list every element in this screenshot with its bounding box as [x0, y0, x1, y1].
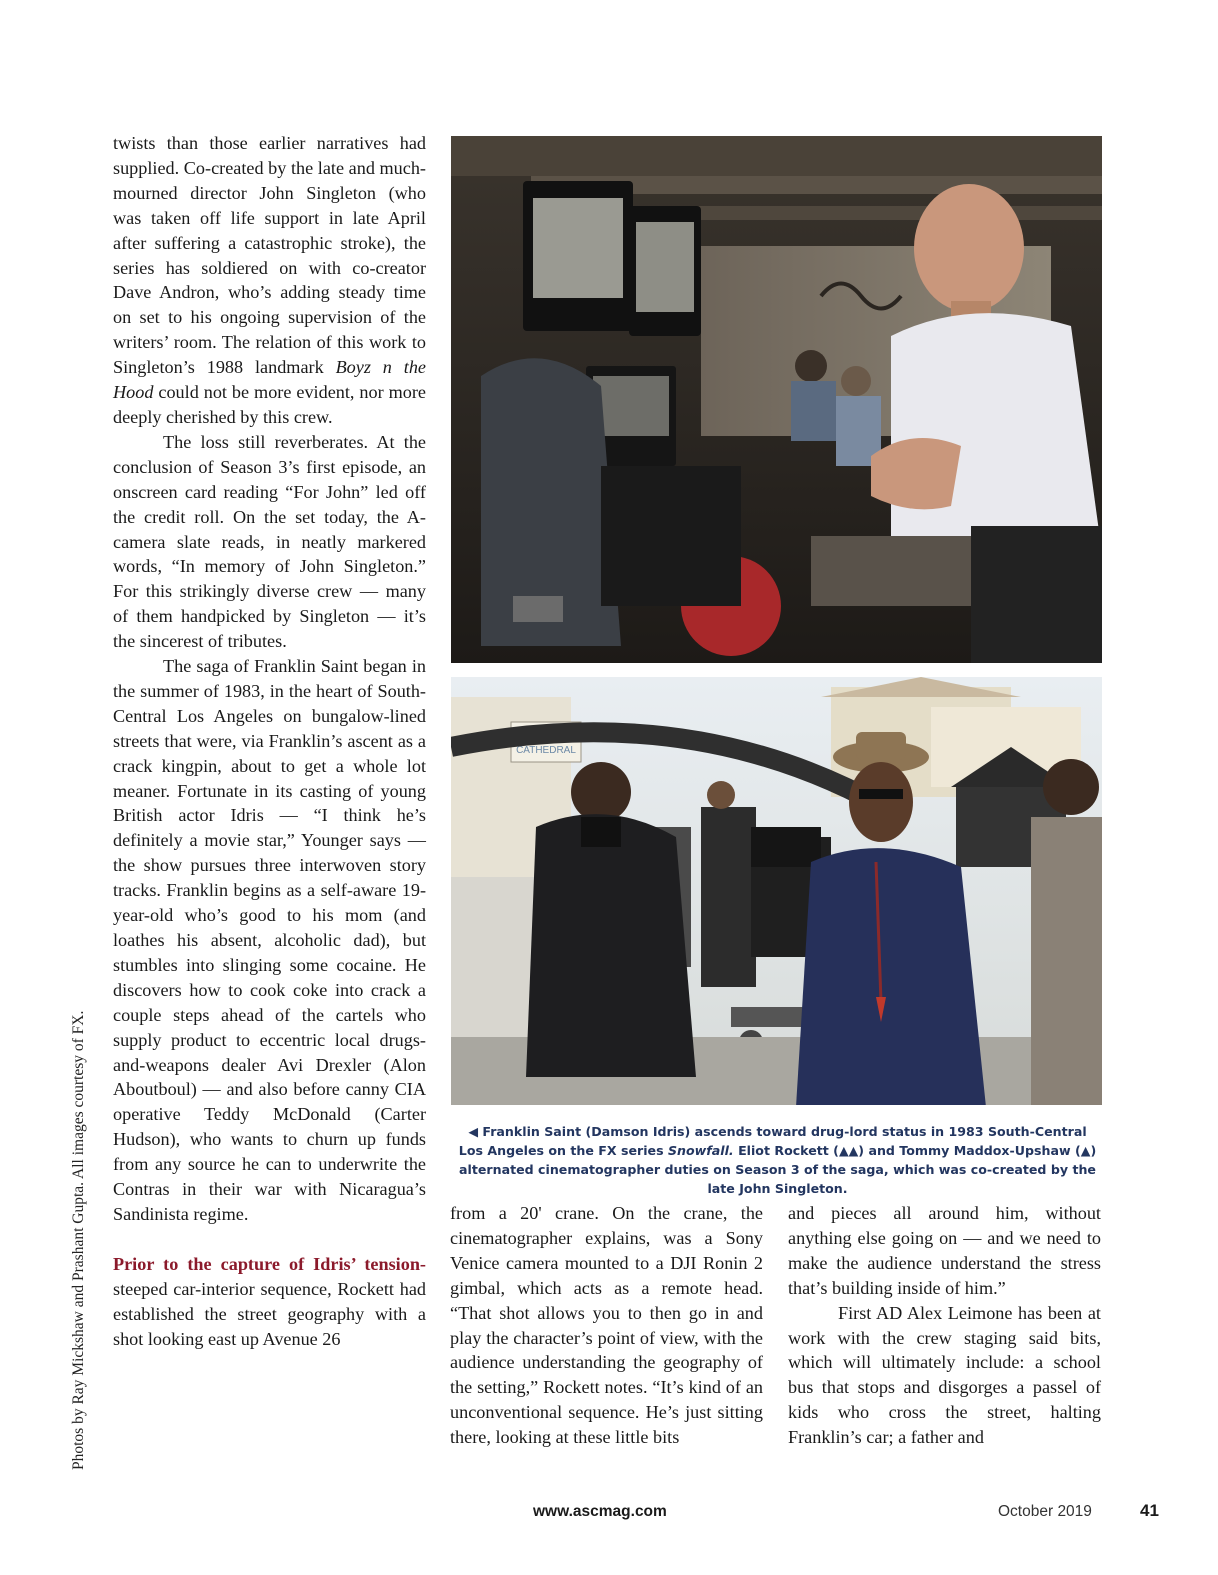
photo-director-on-set: [451, 136, 1102, 663]
svg-text:CATHEDRAL: CATHEDRAL: [516, 745, 576, 756]
paragraph: and pieces all around him, without anything else going on — and we need to make the audience understand the stress that’s building inside of him.”: [788, 1203, 1101, 1298]
footer-issue-date: October 2019: [998, 1503, 1092, 1520]
paragraph: First AD Alex Leimone has been at work with the crew staging said bits, which will ultimately include: a school bus that stops and disgorges a passel of kids who cross the street, halting Franklin’s car; a father and: [788, 1302, 1101, 1448]
article-column-2: [450, 1201, 763, 1450]
page-number: 41: [1140, 1501, 1159, 1520]
film-title: Boyz n the Hood: [113, 357, 426, 403]
photo-street-illustration: [451, 677, 1102, 1105]
photo-director-illustration: [451, 136, 1102, 663]
caption-arrow-icon: ◀: [468, 1124, 479, 1139]
paragraph: from a 20' crane. On the crane, the cinematographer explains, was a Sony Venice camera mounted to a DJI Ronin 2 gimbal, which acts as a remote head. “That shot allows you to then go in and play the character’s point of view, with the audience understanding the geography of the setting,” Rockett notes. “It’s kind of an unconventional sequence. He’s just sitting there, looking at these little bits: [450, 1203, 763, 1448]
footer-website-link[interactable]: www.ascmag.com: [533, 1503, 667, 1520]
article-column-3: [788, 1201, 1101, 1450]
church-sign-text: GREATER BETH: [507, 731, 585, 742]
photo-actors-on-street: [451, 677, 1102, 1105]
section-lead-in: Prior to the capture of Idris’ tension-: [113, 1253, 426, 1274]
paragraph: Prior to the capture of Idris’ tension- steeped car-interior sequence, Rockett had established the street geography with a shot looking east up Avenue 26: [113, 1253, 426, 1349]
paragraph: twists than those earlier narratives had supplied. Co-created by the late and much-mourned director John Singleton (who was taken off life support in late April after suffering a catastrophic stroke), the series has soldiered on with co-creator Dave Andron, who’s adding steady time on set to his ongoing supervision of the writers’ room. The relation of this work to Singleton’s 1988 landmark Boyz n the Hood could not be more evident, nor more deeply cherished by this crew.: [113, 133, 426, 427]
paragraph: The loss still reverberates. At the conclusion of Season 3’s first episode, an onscreen card reading “For John” led off the credit roll. On the set today, the A-camera slate reads, in neatly markered words, “In memory of John Singleton.” For this strikingly diverse crew — many of them handpicked by Singleton — it’s the sincerest of tributes.: [113, 431, 426, 652]
paragraph: The saga of Franklin Saint began in the summer of 1983, in the heart of South-Central Los Angeles on bungalow-lined streets that were, via Franklin’s ascent as a crack kingpin, about to get a whole lot meaner. Fortunate in its casting of young British actor Idris — “I think he’s definitely a movie star,” Younger says — the show pursues three interwoven story tracks. Franklin begins as a self-aware 19-year-old who’s good to his mom (and loathes his absent, alcoholic dad), but stumbles into slinging some cocaine. He discovers how to cook coke into crack a couple steps ahead of the cartels who supply product to eccentric local drugs-and-weapons dealer Avi Drexler (Alon Aboutboul) — and also before canny CIA operative Teddy McDonald (Carter Hudson), who wants to churn up funds from any source he can to underwrite the Contras in their war with Nicaragua’s Sandinista regime.: [113, 656, 426, 1224]
photo-caption: ◀ Franklin Saint (Damson Idris) ascends toward drug-lord status in 1983 South-Central Los Angeles on the FX series Snowfall. Eliot Rockett (▲▲) and Tommy Maddox-Upshaw (▲) alternated cinematographer duties on Season 3 of the saga, which was co-created by the late John Singleton.: [458, 1124, 1097, 1196]
article-column-1: [113, 131, 426, 1352]
photo-credit: Photos by Ray Mickshaw and Prashant Gupta. All images courtesy of FX.: [70, 1010, 87, 1470]
